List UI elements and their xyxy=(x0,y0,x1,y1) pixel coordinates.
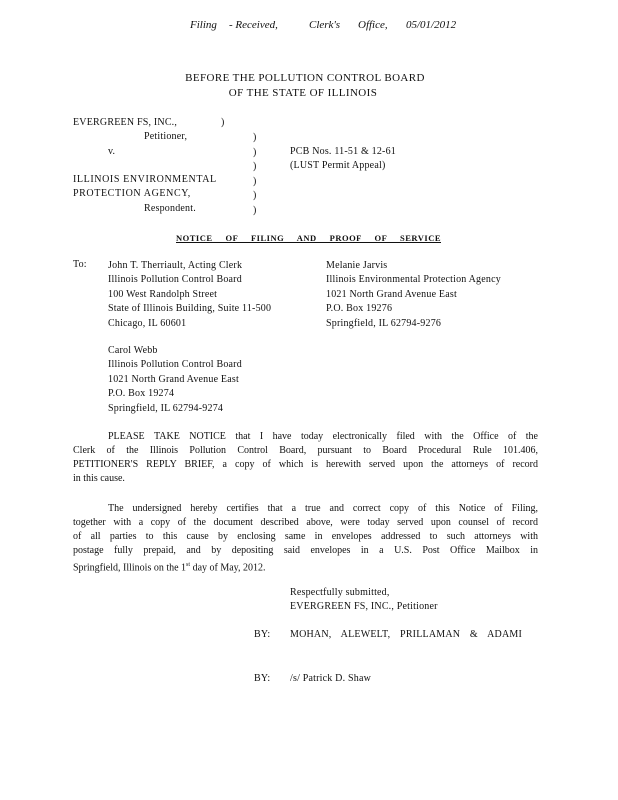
petitioner-name: EVERGREEN FS, INC., xyxy=(73,117,178,128)
case-numbers: PCB Nos. 11-51 & 12-61 xyxy=(290,146,396,157)
by-label-signer: BY: xyxy=(254,673,271,684)
recipient-line: Illinois Environmental Protection Agency xyxy=(326,274,501,286)
paragraph-line: The undersigned hereby certifies that a true and correct copy of this Notice of Filing, xyxy=(108,503,538,514)
versus: v. xyxy=(108,146,116,157)
header-received: - Received, xyxy=(229,19,278,31)
recipient-line: P.O. Box 19274 xyxy=(108,388,175,400)
paragraph-line: together with a copy of the document described above, were today served upon counsel of record xyxy=(73,517,538,528)
filing-header xyxy=(0,19,618,35)
last-line-suffix: day of May, 2012. xyxy=(190,562,266,574)
signing-party: EVERGREEN FS, INC., Petitioner xyxy=(290,601,438,612)
case-type: (LUST Permit Appeal) xyxy=(290,160,386,171)
court-title-line1: BEFORE THE POLLUTION CONTROL BOARD xyxy=(185,72,425,84)
recipient-line: Springfield, IL 62794-9274 xyxy=(108,402,224,414)
last-line-prefix: Springfield, Illinois on the 1 xyxy=(73,562,187,574)
paragraph-line: in this cause. xyxy=(73,473,125,484)
law-firm: MOHAN, ALEWELT, PRILLAMAN & ADAMI xyxy=(290,629,522,640)
signer-signature: /s/ Patrick D. Shaw xyxy=(290,673,372,684)
paragraph-line: PLEASE TAKE NOTICE that I have today electronically filed with the Office of the xyxy=(108,431,538,442)
paragraph-line: PETITIONER'S REPLY BRIEF, a copy of which is herewith served upon the attorneys of record xyxy=(73,459,538,470)
paragraph-last-line xyxy=(73,558,538,575)
respondent-role: Respondent. xyxy=(144,203,196,214)
recipient-line: Springfield, IL 62794-9276 xyxy=(326,317,442,329)
recipient-line: John T. Therriault, Acting Clerk xyxy=(108,260,243,271)
recipient-line: Carol Webb xyxy=(108,345,158,356)
recipient-line: 100 West Randolph Street xyxy=(108,288,218,300)
recipient-line: Illinois Pollution Control Board xyxy=(108,359,242,371)
recipient-clerk xyxy=(108,259,271,331)
caption-paren-column: ) ) ) ) ) ) xyxy=(253,132,257,216)
recipient-line: P.O. Box 19276 xyxy=(326,303,393,315)
respondent-line2: PROTECTION AGENCY, xyxy=(73,188,191,199)
recipient-line: State of Illinois Building, Suite 11-500 xyxy=(108,303,272,315)
recipient-line: 1021 North Grand Avenue East xyxy=(326,288,457,300)
closing: Respectfully submitted, xyxy=(290,587,390,598)
to-label: To: xyxy=(73,259,87,270)
recipient-line: Chicago, IL 60601 xyxy=(108,317,187,329)
header-filing: Filing xyxy=(190,19,217,31)
paragraph-line: Clerk of the Illinois Pollution Control Board, pursuant to Board Procedural Rule 101.406, xyxy=(73,445,538,456)
recipient-line: Illinois Pollution Control Board xyxy=(108,274,242,286)
certification-paragraph xyxy=(73,502,538,575)
ordinal-suffix: st xyxy=(186,562,191,568)
court-title-line2: OF THE STATE OF ILLINOIS xyxy=(228,87,378,99)
header-clerks: Clerk's xyxy=(309,19,341,31)
header-date: 05/01/2012 xyxy=(406,19,457,31)
paragraph-line: postage fully prepaid, and by depositing said envelopes in a U.S. Post Office Mailbox in xyxy=(73,545,538,556)
paragraph-line: of all parties to this cause by enclosing same in envelopes addressed to such attorneys with xyxy=(73,531,538,542)
notice-paragraph xyxy=(73,430,538,486)
by-label-firm: BY: xyxy=(254,629,271,640)
recipient-line: Melanie Jarvis xyxy=(326,260,388,271)
recipient-epa xyxy=(326,259,501,331)
respondent-line1: ILLINOIS ENVIRONMENTAL xyxy=(73,174,217,185)
header-office: Office, xyxy=(358,19,388,31)
petitioner-role: Petitioner, xyxy=(144,131,188,142)
caption-paren: ) xyxy=(221,117,225,128)
recipient-line: 1021 North Grand Avenue East xyxy=(108,373,239,385)
notice-heading: NOTICE OF FILING AND PROOF OF SERVICE xyxy=(176,233,441,243)
recipient-board xyxy=(108,344,242,416)
